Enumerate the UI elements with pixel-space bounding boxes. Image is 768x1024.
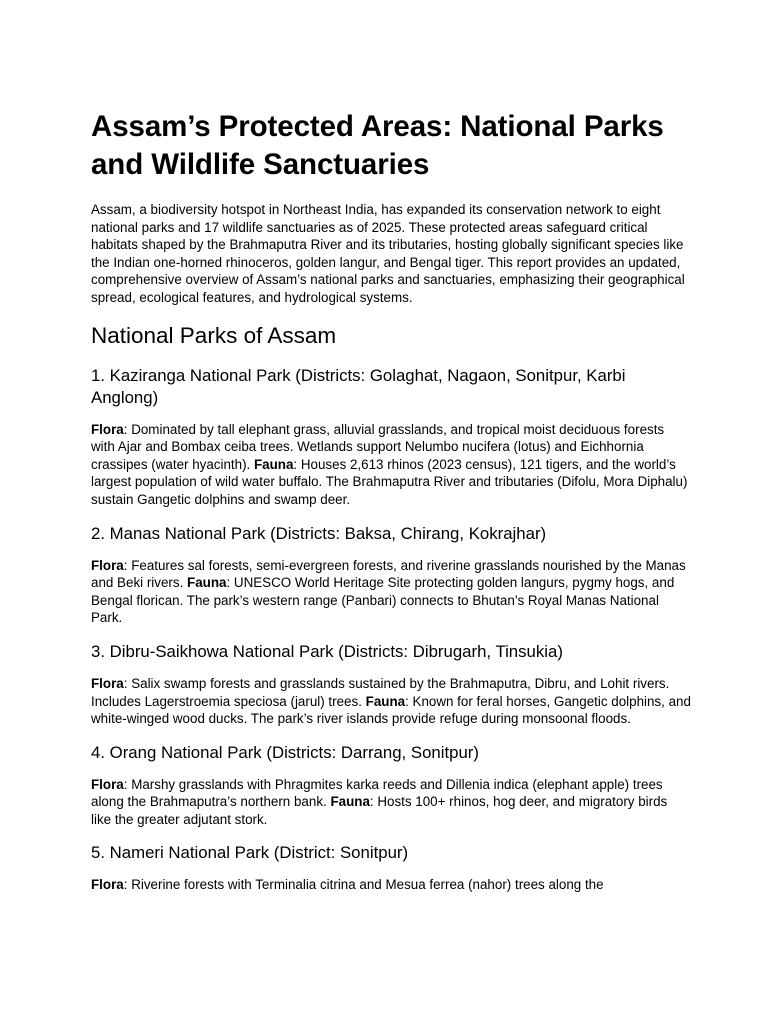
flora-label: Flora <box>91 776 124 792</box>
park-description-manas <box>91 557 691 627</box>
flora-label: Flora <box>91 557 124 573</box>
park-heading-dibru-saikhowa: 3. Dibru-Saikhowa National Park (Districts: Dibrugarh, Tinsukia) <box>91 641 563 661</box>
park-heading-nameri: 5. Nameri National Park (District: Sonitpur) <box>91 843 409 863</box>
fauna-label: Fauna <box>365 693 406 709</box>
fauna-label: Fauna <box>253 456 294 472</box>
park-description-dibru-saikhowa <box>91 675 691 728</box>
flora-label: Flora <box>91 421 124 437</box>
park-description-nameri <box>91 876 691 894</box>
section-title-national-parks: National Parks of Assam <box>91 322 337 348</box>
fauna-text: : UNESCO World Heritage Site protecting golden langurs, pygmy hogs, and Bengal florican. The park’s western range (Panbari) connects to Bhutan’s Royal Manas National Park. <box>91 575 675 626</box>
park-heading-manas: 2. Manas National Park (Districts: Baksa, Chirang, Kokrajhar) <box>91 523 547 543</box>
fauna-label: Fauna <box>330 794 370 810</box>
park-description-kaziranga <box>91 421 691 509</box>
fauna-label: Fauna <box>187 575 227 591</box>
fauna-text: : Known for feral horses, Gangetic dolphins, and white-winged wood ducks. The park’s river islands provide refuge during monsoonal floods. <box>91 693 691 727</box>
park-heading-kaziranga: 1. Kaziranga National Park (Districts: Golaghat, Nagaon, Sonitpur, Karbi Anglong) <box>91 365 626 407</box>
flora-label: Flora <box>91 877 124 893</box>
flora-text: : Salix swamp forests and grasslands sustained by the Brahmaputra, Dibru, and Lohit rivers. Includes Lagerstroemia speciosa (jarul) trees. <box>91 675 670 709</box>
park-heading-orang: 4. Orang National Park (Districts: Darrang, Sonitpur) <box>91 742 479 762</box>
flora-text: : Marshy grasslands with Phragmites karka reeds and Dillenia indica (elephant apple) trees along the Brahmaputra’s northern bank. <box>91 776 663 810</box>
park-description-orang <box>91 776 691 829</box>
fauna-text: : Hosts 100+ rhinos, hog deer, and migratory birds like the greater adjutant stork. <box>91 794 668 827</box>
flora-text: : Features sal forests, semi-evergreen forests, and riverine grasslands nourished by the Manas and Beki rivers. <box>91 557 686 591</box>
document-page <box>91 108 691 894</box>
fauna-text: : Houses 2,613 rhinos (2023 census), 121 tigers, and the world’s largest population of wild water buffalo. The Brahmaputra River and tributaries (Difolu, Mora Diphalu) sustain Gangetic dolphins and swamp deer. <box>91 456 688 507</box>
flora-text: : Riverine forests with Terminalia citrina and Mesua ferrea (nahor) trees along the <box>123 877 604 893</box>
document-title: Assam’s Protected Areas: National Parks and Wildlife Sanctuaries <box>91 110 664 181</box>
intro-paragraph: Assam, a biodiversity hotspot in Northeast India, has expanded its conservation network to eight national parks and 17 wildlife sanctuaries as of 2025. These protected areas safeguard critical habitats shaped by the Brahmaputra River and its tributaries, hosting globally significant species like the Indian one-horned rhinoceros, golden langur, and Bengal tiger. This report provides an updated, comprehensive overview of Assam’s national parks and sanctuaries, emphasizing their geographical spread, ecological features, and hydrological systems. <box>91 202 685 305</box>
flora-label: Flora <box>91 675 124 691</box>
flora-text: : Dominated by tall elephant grass, alluvial grasslands, and tropical moist deciduous forests with Ajar and Bombax ceiba trees. Wetlands support Nelumbo nucifera (lotus) and Eichhornia crassipes (water hyacinth). <box>91 421 665 472</box>
